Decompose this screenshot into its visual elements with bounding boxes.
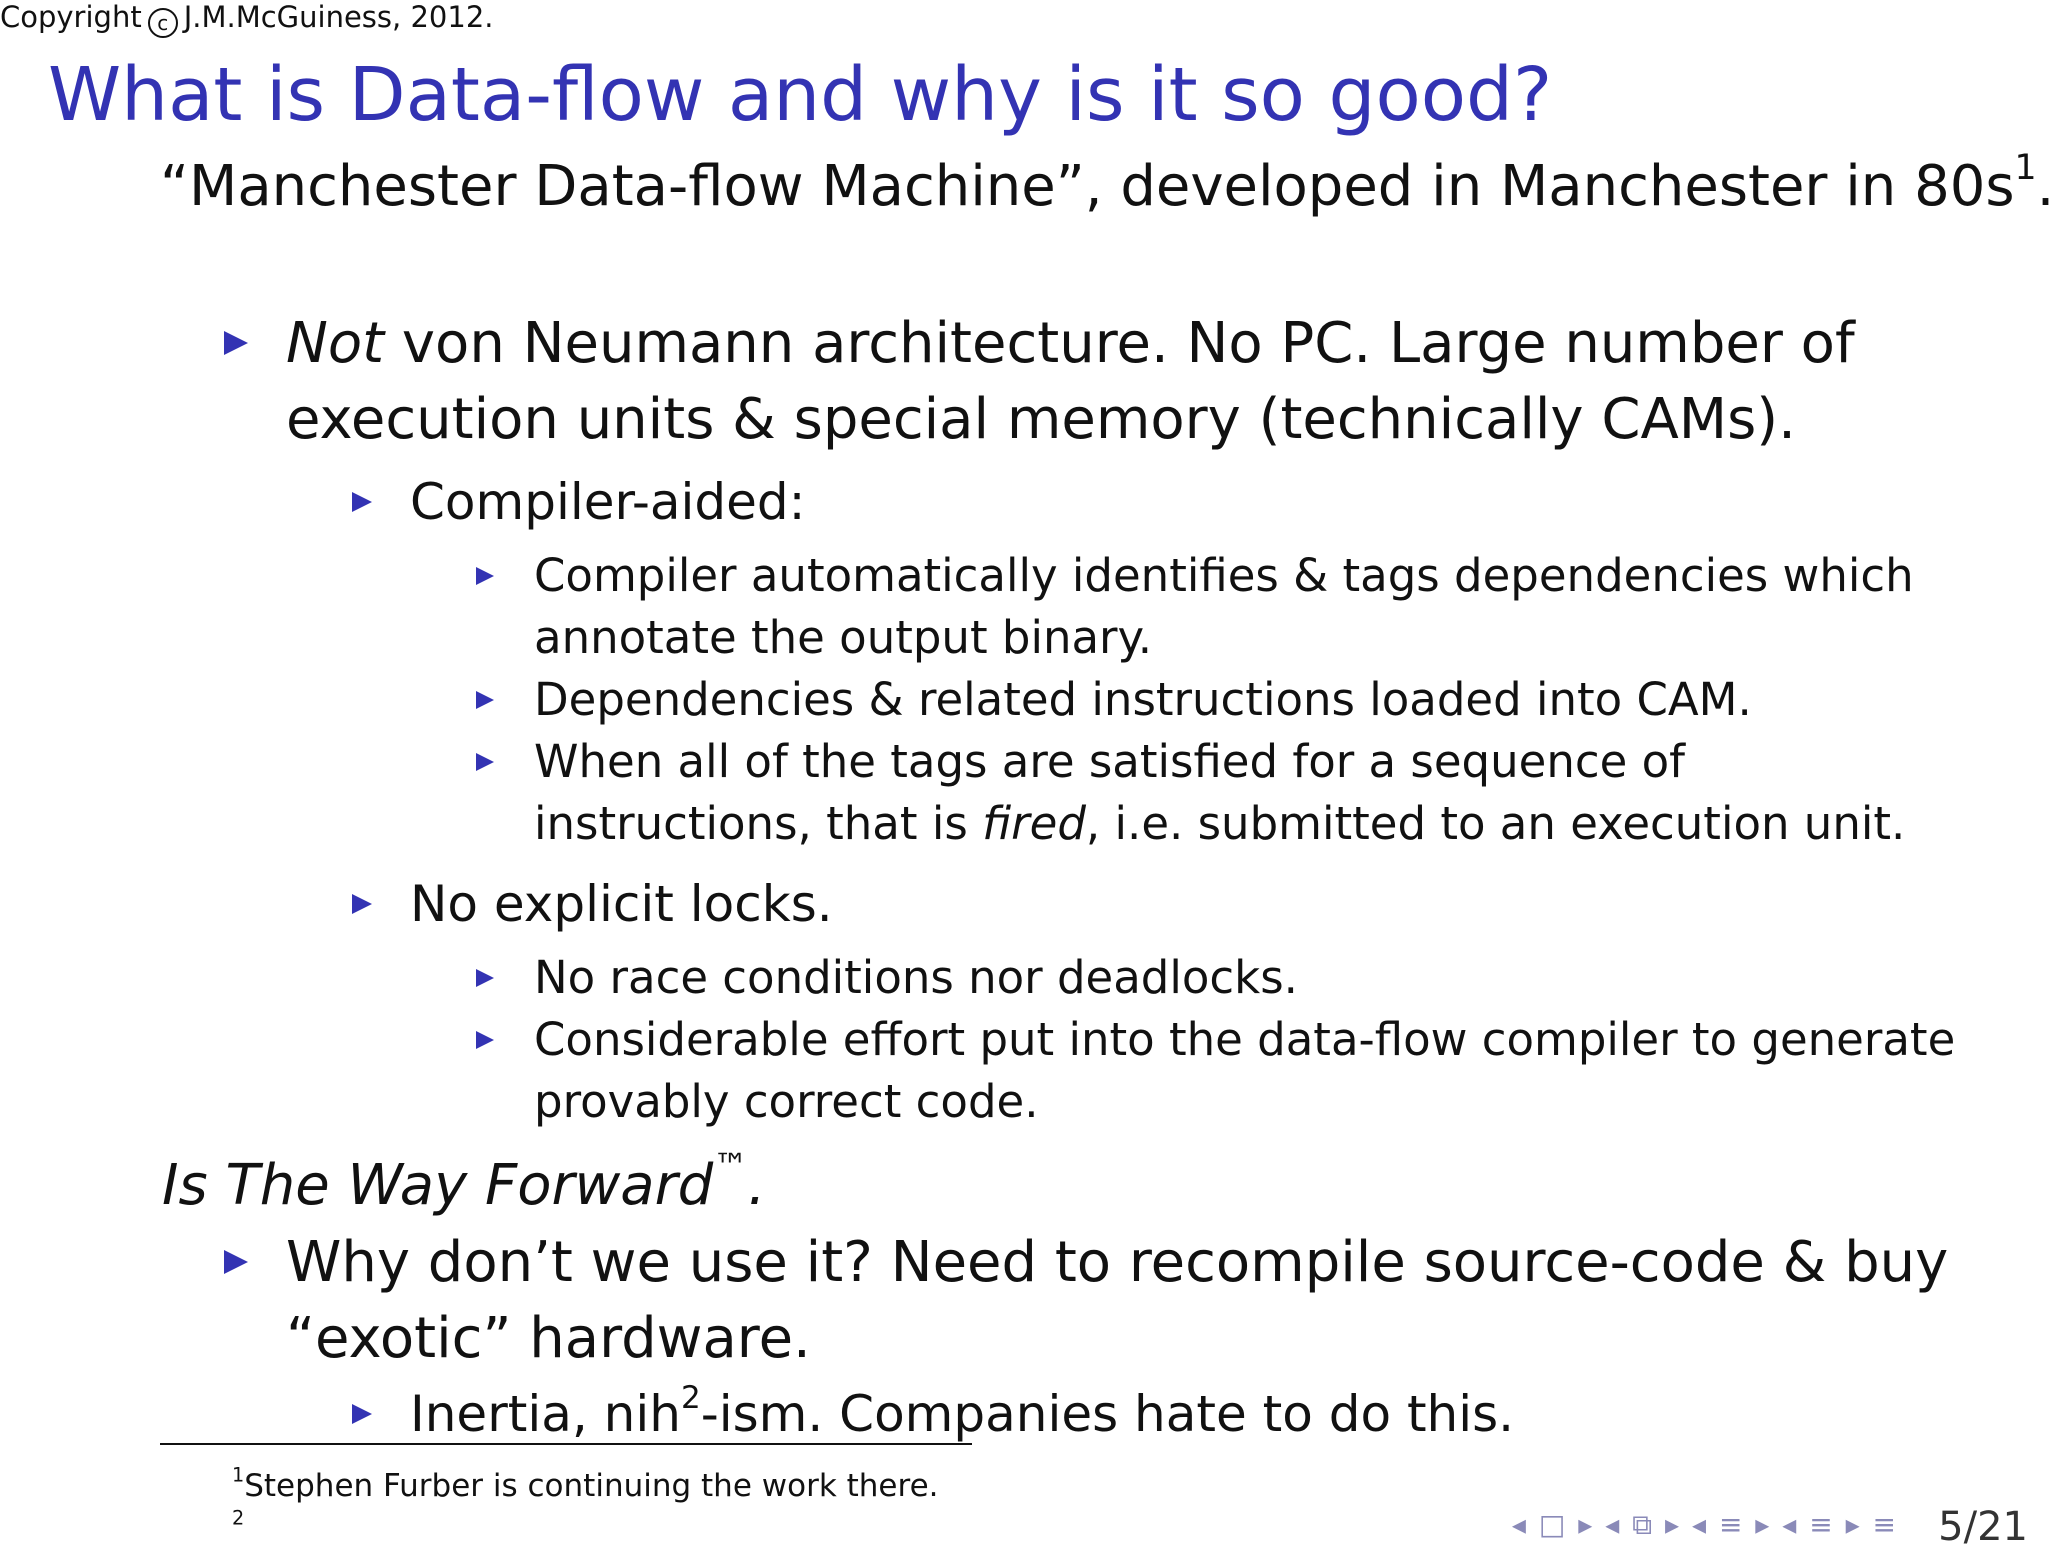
bullet-marker [224, 1250, 248, 1274]
inertia-footnote-mark: 2 [680, 1379, 701, 1416]
bullet-marker [476, 753, 494, 771]
subsubbullet-dependencies-cam: Dependencies & related instructions loaded into CAM. [534, 673, 1752, 726]
bullet-line1: Compiler automatically identifies & tags dependencies which [534, 549, 1914, 602]
subbullet-compiler-aided: Compiler-aided: [410, 473, 806, 531]
bullet-line1-rest: von Neumann architecture. No PC. Large number of [384, 311, 1855, 376]
footnote-1 [232, 1463, 939, 1506]
bullet-line2: “exotic” hardware. [286, 1306, 811, 1371]
subtitle-end: . [2036, 154, 2054, 219]
bullet-emph: Not [286, 311, 385, 376]
copyright-line [0, 0, 494, 38]
subtitle-footnote-mark: 1 [2014, 147, 2037, 188]
subbullet-inertia [410, 1379, 1515, 1446]
bullet-marker [352, 492, 372, 512]
bullet-marker [476, 969, 494, 987]
footnote-rule [160, 1443, 972, 1445]
bullet-marker [476, 691, 494, 709]
copyright-symbol: c [148, 8, 178, 38]
bullet-line2: provably correct code. [534, 1075, 1039, 1128]
statement-way-forward [162, 1148, 766, 1224]
subtitle-text: “Manchester Data-flow Machine”, developed in Manchester in 80s [160, 154, 2015, 219]
subsubbullet-tags-satisfied [534, 731, 1905, 855]
trademark-mark: ™ [713, 1146, 748, 1187]
bullet-marker [476, 567, 494, 585]
inertia-post: -ism. Companies hate to do this. [700, 1385, 1515, 1443]
statement-text: Is The Way Forward [162, 1153, 714, 1218]
bullet-line1: When all of the tags are satisfied for a sequence of [534, 735, 1685, 788]
slide-title: What is Data-flow and why is it so good? [48, 52, 1553, 138]
copyright-author: J.M.McGuiness, 2012. [183, 0, 494, 34]
line2-pre: instructions, that is [534, 797, 983, 850]
bullet-marker [476, 1031, 494, 1049]
copyright-word: Copyright [0, 0, 142, 34]
line2-emph: fired [982, 797, 1086, 850]
subsubbullet-no-race: No race conditions nor deadlocks. [534, 951, 1298, 1004]
bullet-line [286, 306, 1855, 382]
bullet-why-not-used [286, 1225, 1948, 1377]
inertia-pre: Inertia, nih [410, 1385, 681, 1443]
bullet-line2 [534, 793, 1905, 855]
bullet-not-von-neumann [286, 306, 1855, 458]
footnote-2 [232, 1506, 245, 1544]
bullet-line1: Why don’t we use it? Need to recompile source-code & buy [286, 1230, 1949, 1295]
bullet-marker [352, 894, 372, 914]
slide-subtitle [160, 147, 2054, 222]
bullet-line2: annotate the output binary. [534, 611, 1153, 664]
statement-end: . [747, 1153, 766, 1218]
subbullet-no-explicit-locks: No explicit locks. [410, 875, 833, 933]
bullet-marker [352, 1404, 372, 1424]
beamer-navigation-icons[interactable]: ◂ □ ▸ ◂ ⧉ ▸ ◂ ≡ ▸ ◂ ≡ ▸ ≡ [1511, 1508, 1898, 1541]
subsubbullet-compiler-tags [534, 545, 1914, 669]
bullet-line2: execution units & special memory (technically CAMs). [286, 387, 1796, 452]
bullet-line1: Considerable effort put into the data-flow compiler to generate [534, 1013, 1956, 1066]
footnote-2-mark: 2 [232, 1506, 245, 1530]
subsubbullet-compiler-effort [534, 1009, 1955, 1133]
page-number: 5/21 [1938, 1504, 2028, 1550]
footnote-1-mark: 1 [232, 1463, 245, 1487]
footnote-1-text: Stephen Furber is continuing the work there. [244, 1468, 939, 1504]
line2-post: , i.e. submitted to an execution unit. [1085, 797, 1906, 850]
bullet-marker [224, 331, 248, 355]
